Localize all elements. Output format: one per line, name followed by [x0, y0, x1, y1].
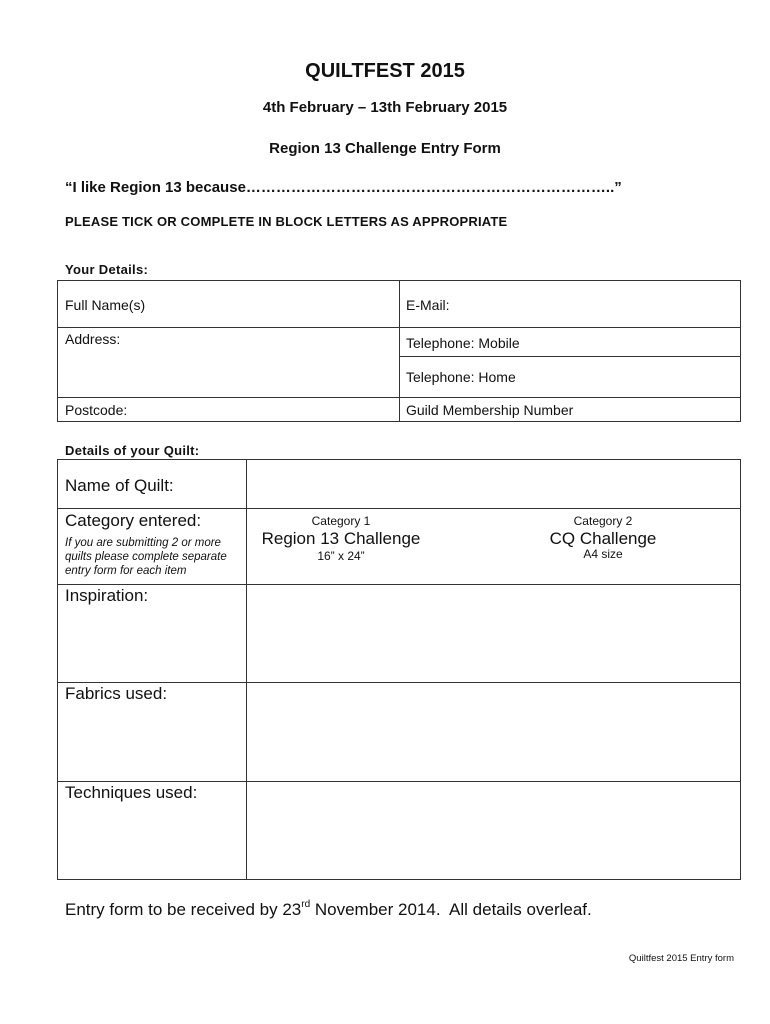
- email-field[interactable]: E-Mail:: [406, 297, 450, 313]
- telephone-home-field[interactable]: Telephone: Home: [406, 369, 516, 385]
- instruction-text: PLEASE TICK OR COMPLETE IN BLOCK LETTERS AS APPROPRIATE: [65, 214, 508, 229]
- table-divider: [58, 327, 740, 328]
- category-1-option[interactable]: [248, 509, 434, 583]
- quilt-name-label: Name of Quilt:: [65, 476, 174, 495]
- your-details-table: [57, 280, 741, 422]
- guild-membership-field[interactable]: Guild Membership Number: [406, 402, 574, 418]
- table-divider: [399, 356, 740, 357]
- form-name: Region 13 Challenge Entry Form: [269, 140, 501, 157]
- category-2-name: CQ Challenge: [549, 529, 657, 548]
- category-label: Category entered:: [65, 511, 202, 530]
- category-2-label: Category 2: [573, 514, 633, 528]
- category-1-name: Region 13 Challenge: [261, 529, 421, 548]
- slogan-line[interactable]: “I like Region 13 because………………………………………………………………..”: [65, 179, 622, 196]
- techniques-label: Techniques used:: [65, 783, 198, 802]
- category-2-size: A4 size: [583, 547, 623, 561]
- deadline-text-end: November 2014. All details overleaf.: [310, 900, 592, 919]
- category-1-size: 16” x 24”: [317, 549, 365, 563]
- deadline-text-start: Entry form to be received by 23: [65, 900, 302, 919]
- quilt-details-heading: Details of your Quilt:: [65, 443, 200, 458]
- quilt-details-table: [57, 459, 741, 880]
- full-name-field[interactable]: Full Name(s): [65, 297, 146, 313]
- page-footnote: Quiltfest 2015 Entry form: [628, 953, 734, 964]
- address-field[interactable]: Address:: [65, 331, 121, 347]
- inspiration-field[interactable]: [247, 585, 740, 682]
- deadline-text: [65, 899, 592, 920]
- category-1-label: Category 1: [311, 514, 371, 528]
- table-divider: [58, 397, 740, 398]
- event-dates: 4th February – 13th February 2015: [262, 99, 508, 116]
- your-details-heading: Your Details:: [65, 262, 149, 277]
- category-2-option[interactable]: [518, 509, 688, 583]
- fabrics-field[interactable]: [247, 683, 740, 781]
- form-title: QUILTFEST 2015: [305, 60, 465, 82]
- deadline-superscript: rd: [301, 899, 311, 910]
- techniques-field[interactable]: [247, 782, 740, 879]
- postcode-field[interactable]: Postcode:: [65, 402, 128, 418]
- category-note: If you are submitting 2 or more quilts please complete separate entry form for each item: [65, 537, 227, 577]
- fabrics-label: Fabrics used:: [65, 684, 168, 703]
- quilt-name-field[interactable]: [247, 460, 740, 508]
- telephone-mobile-field[interactable]: Telephone: Mobile: [406, 335, 520, 351]
- table-divider: [399, 281, 400, 421]
- inspiration-label: Inspiration:: [65, 586, 149, 605]
